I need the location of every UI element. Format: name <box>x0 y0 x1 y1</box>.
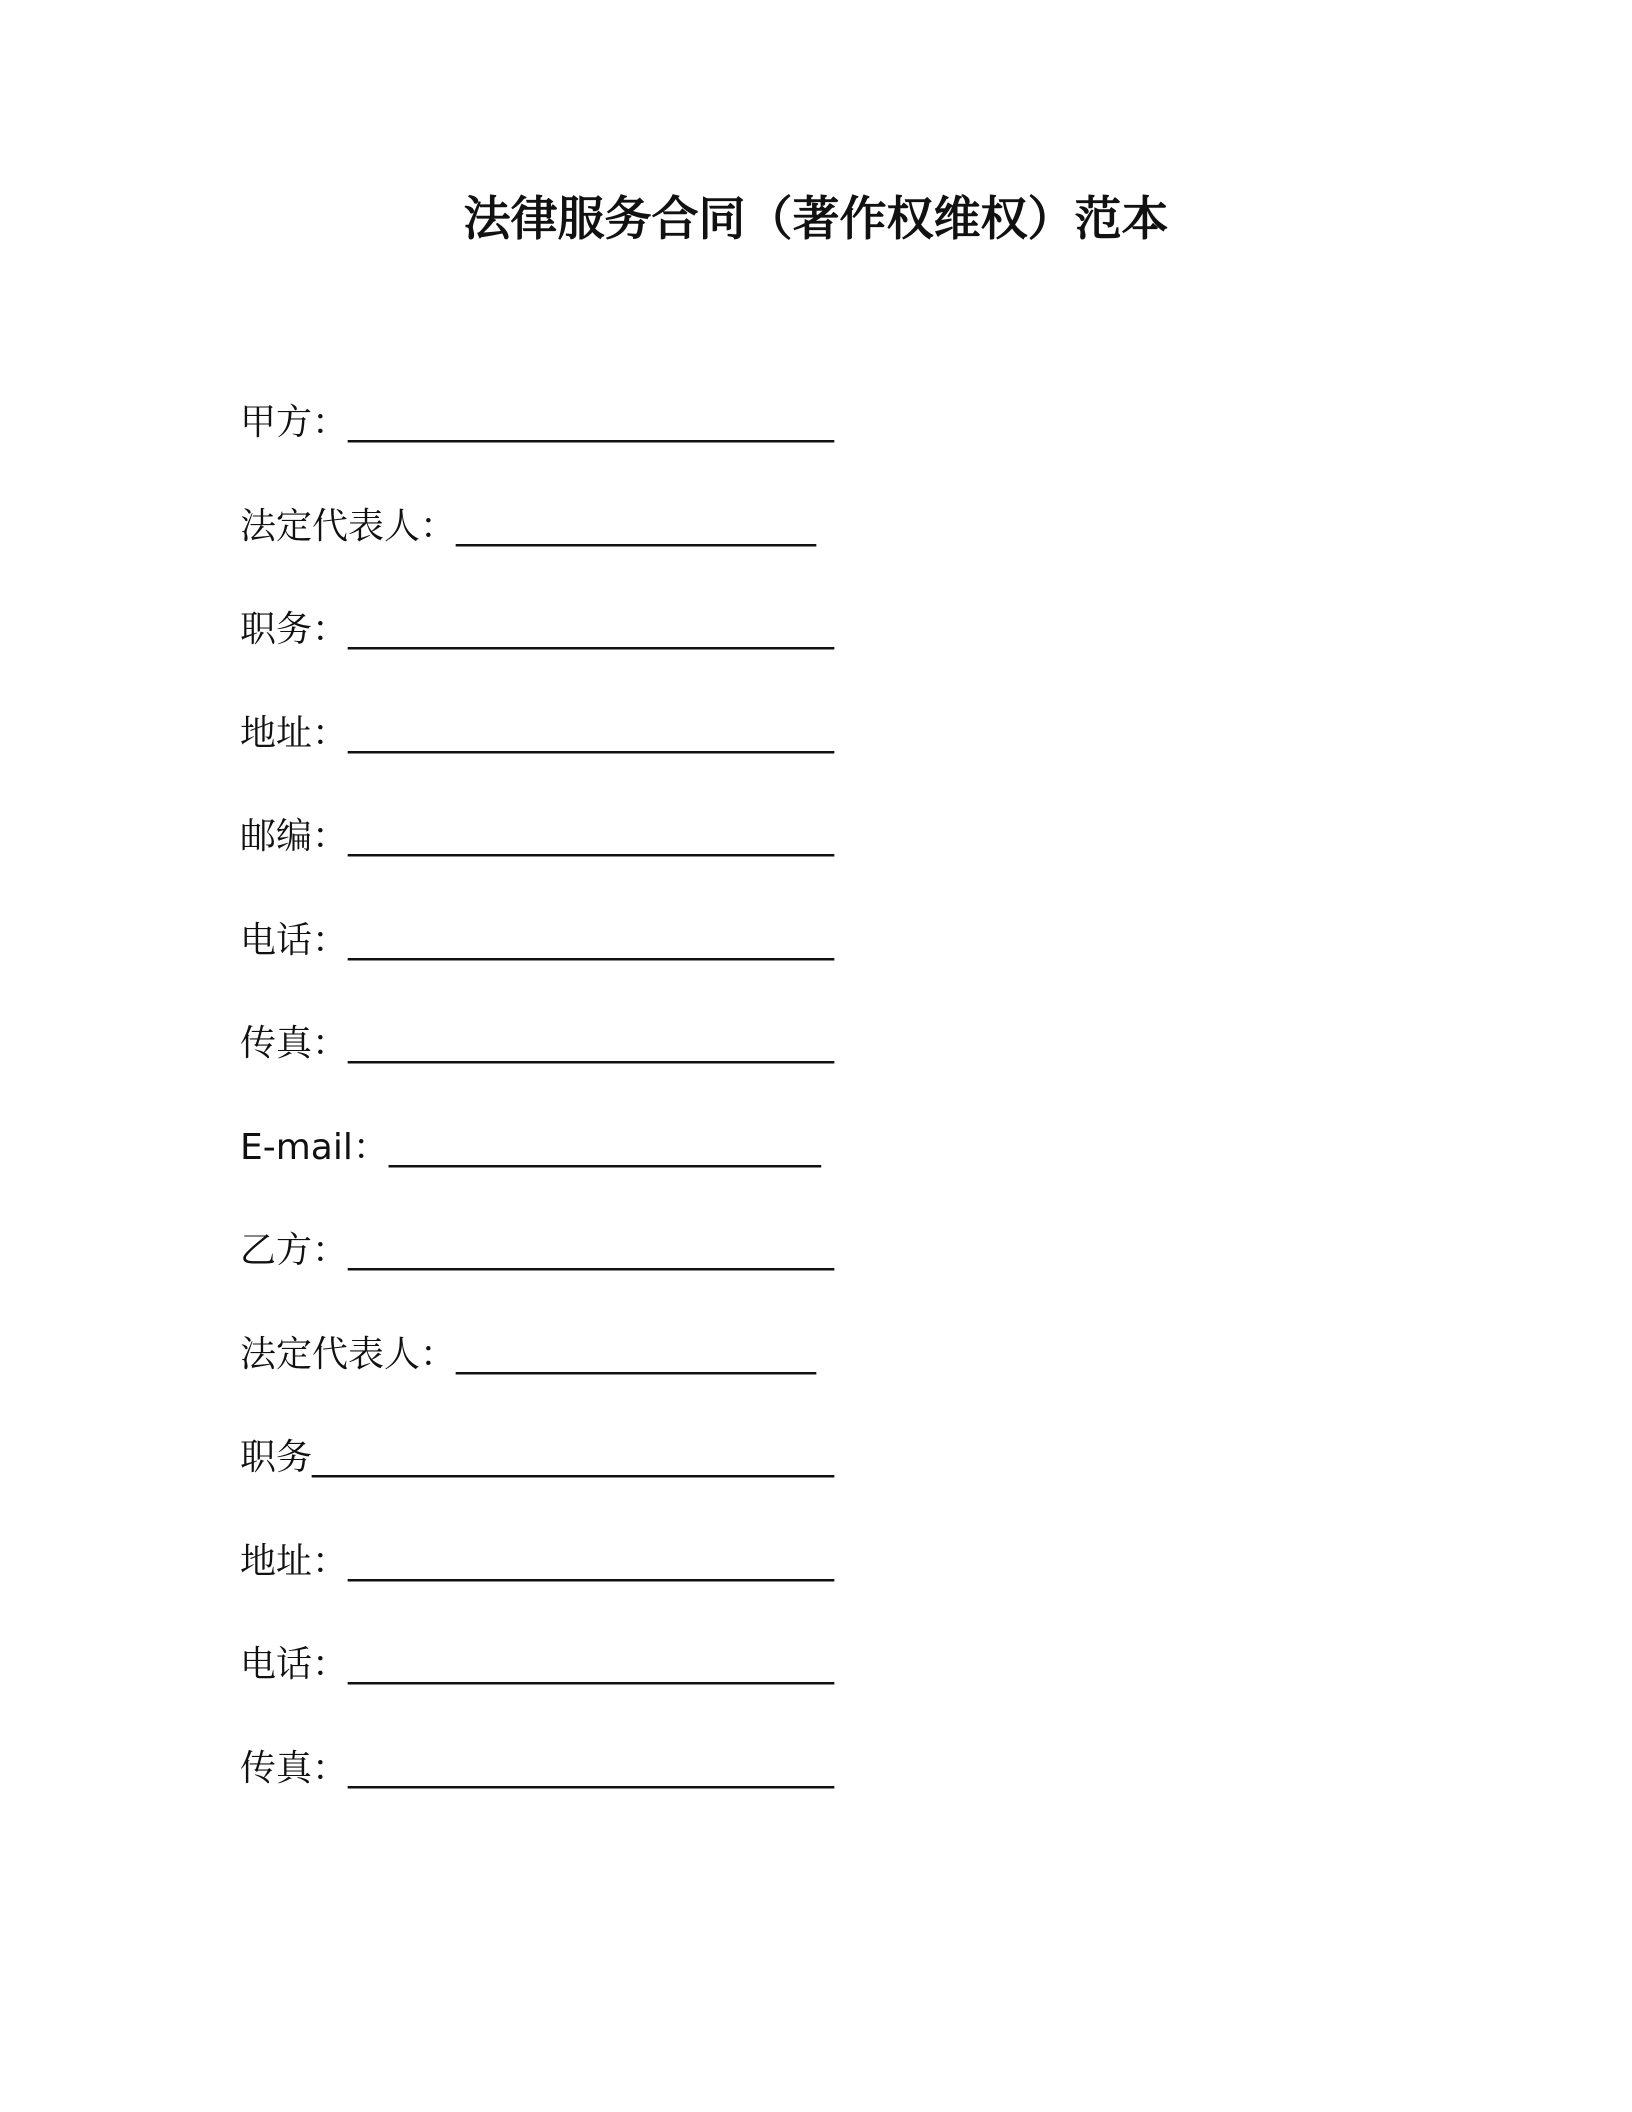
field-label: 职务： <box>240 609 349 650</box>
fill-in-blank: ___________________________ <box>348 1747 835 1789</box>
field-party-b-phone <box>240 1640 1340 1744</box>
field-label: E-mail： <box>240 1126 389 1168</box>
field-label: 甲方： <box>240 402 349 443</box>
field-label: 电话： <box>240 1644 349 1685</box>
field-label: 传真： <box>240 1747 349 1789</box>
page-title: 法律服务合同（著作权维权）范本 <box>463 192 1169 247</box>
fill-in-blank: ___________________________ <box>348 1644 835 1685</box>
fill-in-blank: ____________________ <box>456 1333 817 1375</box>
field-party-a-fax <box>240 1019 1340 1123</box>
field-label: 职务 <box>240 1437 313 1478</box>
field-label: 地址： <box>240 712 349 754</box>
field-party-a-postcode <box>240 812 1340 916</box>
field-party-b-position <box>240 1433 1340 1537</box>
field-label: 传真： <box>240 1023 349 1064</box>
field-label: 法定代表人： <box>240 505 457 547</box>
field-party-b-address <box>240 1537 1340 1641</box>
field-label: 乙方： <box>240 1230 349 1271</box>
field-party-b-fax <box>240 1744 1340 1848</box>
fill-in-blank: ___________________________ <box>348 816 835 857</box>
fill-in-blank: ___________________________ <box>348 1023 835 1064</box>
field-party-b-legal-rep <box>240 1330 1340 1434</box>
fill-in-blank: ________________________ <box>388 1126 821 1168</box>
fill-in-blank: ___________________________ <box>348 1540 835 1582</box>
field-party-a <box>240 398 1340 502</box>
field-party-a-phone <box>240 916 1340 1020</box>
fill-in-blank: ___________________________ <box>348 1230 835 1271</box>
fill-in-blank: ___________________________ <box>348 919 835 961</box>
field-label: 地址： <box>240 1540 349 1582</box>
field-party-a-position <box>240 605 1340 709</box>
field-label: 邮编： <box>240 816 349 857</box>
field-label: 法定代表人： <box>240 1333 457 1375</box>
fill-in-blank: ____________________ <box>456 505 817 547</box>
party-info-fields <box>240 398 1340 1847</box>
fill-in-blank: ___________________________ <box>348 609 835 650</box>
field-label: 电话： <box>240 919 349 961</box>
field-party-a-email <box>240 1123 1340 1227</box>
field-party-b <box>240 1226 1340 1330</box>
fill-in-blank: _____________________________ <box>312 1437 835 1478</box>
field-party-a-address <box>240 709 1340 813</box>
fill-in-blank: ___________________________ <box>348 712 835 754</box>
field-party-a-legal-rep <box>240 502 1340 606</box>
fill-in-blank: ___________________________ <box>348 402 835 443</box>
